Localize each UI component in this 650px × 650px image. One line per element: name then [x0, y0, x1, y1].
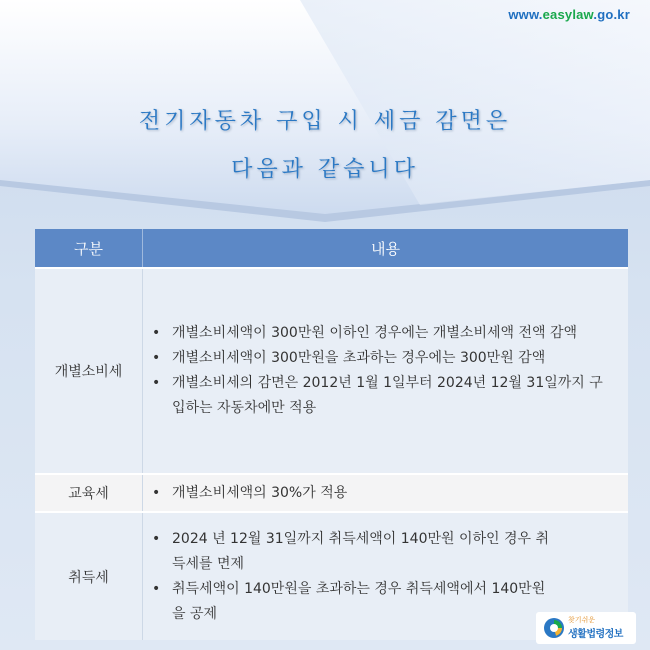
list-item	[152, 346, 613, 371]
bullet-icon: •	[152, 350, 161, 366]
item-text: 개별소비세액의 30%가 적용	[172, 484, 348, 501]
bullet-icon: •	[152, 530, 161, 547]
site-url[interactable]	[508, 7, 630, 22]
list-item	[152, 371, 613, 421]
site-url-accent: easylaw	[542, 7, 594, 22]
item-text: 개별소비세의 감면은 2012년 1월 1일부터 2024년 12월 31일까지 구입하는 자동차에만 적용	[172, 375, 603, 416]
row-content	[143, 474, 629, 512]
bullet-icon: •	[152, 325, 161, 341]
row-category: 교육세	[35, 474, 143, 512]
row-category: 취득세	[35, 512, 143, 640]
bullet-icon: •	[152, 375, 161, 391]
logo-big-text: 생활법령정보	[568, 629, 623, 640]
item-list	[144, 321, 627, 421]
logo-mark-icon	[542, 616, 566, 640]
table-row	[35, 268, 628, 474]
list-item	[152, 321, 613, 346]
item-text: 취득세액이 140만원을 초과하는 경우 취득세액에서 140만원을 공제	[172, 580, 546, 622]
table-row	[35, 474, 628, 512]
item-text: 개별소비세액이 300만원을 초과하는 경우에는 300만원 감액	[172, 350, 546, 366]
table-header-row	[35, 229, 628, 268]
logo-small-text: 찾기쉬운	[568, 616, 596, 624]
item-text: 개별소비세액이 300만원 이하인 경우에는 개별소비세액 전액 감액	[172, 325, 578, 341]
easylaw-logo[interactable]	[536, 612, 636, 644]
header-banner	[0, 0, 650, 232]
list-item	[152, 577, 557, 627]
item-text: 2024 년 12월 31일까지 취득세액이 140만원 이하인 경우 취득세를 면제	[172, 530, 550, 572]
tax-reduction-table	[35, 229, 628, 640]
row-content	[143, 268, 629, 474]
item-list	[144, 481, 627, 506]
list-item	[152, 527, 557, 577]
title-line-2: 다음과 같습니다	[231, 157, 419, 182]
header-category: 구분	[35, 229, 143, 268]
site-url-prefix: www.	[508, 7, 543, 22]
bullet-icon: •	[152, 580, 161, 597]
site-url-suffix: .go.kr	[593, 7, 630, 22]
header-content: 내용	[143, 229, 629, 268]
list-item	[152, 481, 613, 506]
title-line-1: 전기자동차 구입 시 세금 감면은	[138, 109, 512, 134]
row-category: 개별소비세	[35, 268, 143, 474]
bullet-icon: •	[152, 484, 161, 501]
